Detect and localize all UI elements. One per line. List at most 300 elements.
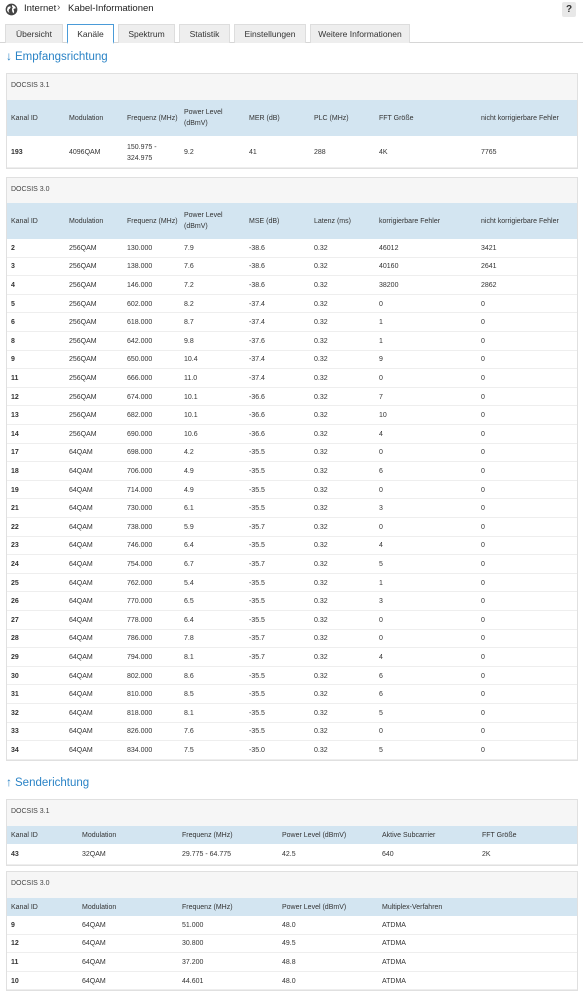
table-cell: 0 — [481, 319, 485, 327]
table-cell: 40160 — [379, 263, 399, 271]
table-cell: 64QAM — [69, 560, 93, 568]
downstream-docsis30-table — [6, 177, 578, 761]
table-cell: 786.000 — [127, 635, 153, 643]
table-cell: 0.32 — [314, 691, 328, 699]
table-row — [7, 916, 577, 935]
table-cell: -35.5 — [249, 579, 265, 587]
table-cell: 0 — [379, 728, 383, 736]
table-cell: 0 — [481, 598, 485, 606]
table-cell: 288 — [314, 148, 326, 156]
table-row — [7, 667, 577, 686]
table-cell: 64QAM — [69, 709, 93, 717]
table-cell: 0 — [481, 746, 485, 754]
table-cell: 0.32 — [314, 281, 328, 289]
table-row — [7, 406, 577, 425]
column-header: Kanal ID — [11, 831, 38, 839]
table-cell: 0.32 — [314, 449, 328, 457]
table-row — [7, 592, 577, 611]
table-cell: 826.000 — [127, 728, 153, 736]
table-cell: 810.000 — [127, 691, 153, 699]
upstream-docsis31-header-row — [7, 826, 577, 844]
table-cell: 674.000 — [127, 393, 153, 401]
table-cell: 0.32 — [314, 337, 328, 345]
table-cell: 4 — [379, 542, 383, 550]
column-header: Modulation — [69, 114, 104, 122]
table-cell: 682.000 — [127, 412, 153, 420]
table-row — [7, 388, 577, 407]
downstream-title — [6, 49, 108, 63]
table-cell: 29.775 - 64.775 — [182, 851, 232, 858]
table-cell: 0 — [481, 523, 485, 531]
table-cell: 64QAM — [69, 746, 93, 754]
table-cell: 0.32 — [314, 579, 328, 587]
table-cell: 5 — [11, 300, 15, 308]
table-cell: 2641 — [481, 263, 497, 271]
table-cell: 34 — [11, 746, 19, 754]
table-row — [7, 704, 577, 723]
table-row — [7, 935, 577, 954]
table-cell: 29 — [11, 653, 19, 661]
tab-einstellungen[interactable]: Einstellungen — [234, 24, 306, 43]
table-cell: 730.000 — [127, 505, 153, 513]
upstream-docsis30-label: DOCSIS 3.0 — [11, 880, 50, 887]
table-cell: 256QAM — [69, 356, 97, 364]
table-cell: 0.32 — [314, 319, 328, 327]
downstream-docsis31-label: DOCSIS 3.1 — [11, 82, 50, 89]
table-cell: 48.8 — [282, 958, 296, 966]
table-cell: 6 — [379, 672, 383, 680]
table-cell: 10.6 — [184, 430, 198, 438]
upstream-docsis30-table — [6, 871, 578, 991]
table-cell: 0.32 — [314, 505, 328, 513]
column-header: MER (dB) — [249, 114, 280, 122]
table-cell: 10.1 — [184, 412, 198, 420]
table-cell: 4.9 — [184, 486, 194, 494]
table-row — [7, 295, 577, 314]
table-cell: 42.5 — [282, 851, 296, 858]
table-cell: 21 — [11, 505, 19, 513]
table-row — [7, 276, 577, 295]
tab-kanaele[interactable]: Kanäle — [67, 24, 114, 44]
table-cell: 7.6 — [184, 263, 194, 271]
table-cell: 0 — [379, 635, 383, 643]
upstream-docsis30-header-row — [7, 898, 577, 916]
table-cell: 6 — [11, 319, 15, 327]
tab-spektrum[interactable]: Spektrum — [118, 24, 175, 43]
table-cell: 0 — [481, 337, 485, 345]
table-row — [7, 611, 577, 630]
table-cell: 754.000 — [127, 560, 153, 568]
globe-icon — [5, 3, 18, 16]
table-cell: 7765 — [481, 148, 497, 156]
downstream-docsis31-header-row — [7, 100, 577, 136]
table-cell: 0.32 — [314, 746, 328, 754]
table-cell: 256QAM — [69, 393, 97, 401]
table-cell: ATDMA — [382, 940, 406, 948]
table-cell: 746.000 — [127, 542, 153, 550]
table-cell: 618.000 — [127, 319, 153, 327]
table-cell: 10.1 — [184, 393, 198, 401]
table-cell: 5.9 — [184, 523, 194, 531]
table-cell: 0 — [481, 560, 485, 568]
table-row — [7, 723, 577, 742]
table-cell: 26 — [11, 598, 19, 606]
table-cell: 0.32 — [314, 300, 328, 308]
column-header: Power Level (dBmV) — [184, 109, 223, 127]
table-cell: 27 — [11, 616, 19, 624]
table-cell: 778.000 — [127, 616, 153, 624]
table-cell: 4 — [379, 653, 383, 661]
table-cell: -37.6 — [249, 337, 265, 345]
chevron-right-icon: › — [57, 2, 61, 13]
table-cell: 9.2 — [184, 148, 194, 156]
column-header: Power Level (dBmV) — [282, 831, 347, 839]
table-cell: 9 — [11, 356, 15, 364]
table-cell: -35.7 — [249, 635, 265, 643]
column-header: korrigierbare Fehler — [379, 217, 441, 225]
table-cell: -37.4 — [249, 319, 265, 327]
table-cell: 6 — [379, 467, 383, 475]
table-cell: 0 — [481, 709, 485, 717]
table-row — [7, 555, 577, 574]
column-header: Kanal ID — [11, 217, 38, 225]
upstream-docsis31-table — [6, 799, 578, 866]
table-cell: 256QAM — [69, 430, 97, 438]
table-cell: 602.000 — [127, 300, 153, 308]
table-cell: 14 — [11, 430, 19, 438]
table-cell: 834.000 — [127, 746, 153, 754]
table-cell: 12 — [11, 940, 19, 948]
top-bar — [0, 0, 583, 22]
table-cell: 0 — [481, 635, 485, 643]
table-cell: -37.4 — [249, 300, 265, 308]
table-cell: 256QAM — [69, 244, 97, 252]
column-header: nicht korrigierbare Fehler — [481, 114, 559, 122]
table-cell: 0.32 — [314, 523, 328, 531]
table-cell: -35.7 — [249, 653, 265, 661]
table-cell: 30 — [11, 672, 19, 680]
table-cell: 48.0 — [282, 977, 296, 985]
column-header: Kanal ID — [11, 114, 38, 122]
table-cell: 19 — [11, 486, 19, 494]
table-cell: -35.0 — [249, 746, 265, 754]
table-row — [7, 425, 577, 444]
table-cell: 0 — [481, 374, 485, 382]
table-cell: -35.5 — [249, 505, 265, 513]
table-cell: -38.6 — [249, 263, 265, 271]
table-row — [7, 332, 577, 351]
table-cell: 9.8 — [184, 337, 194, 345]
table-cell: 256QAM — [69, 263, 97, 271]
table-cell: 13 — [11, 412, 19, 420]
table-cell: 8.2 — [184, 300, 194, 308]
table-cell: 4K — [379, 148, 388, 156]
column-header: Modulation — [82, 831, 117, 839]
table-cell: 6.5 — [184, 598, 194, 606]
table-cell: 0 — [481, 505, 485, 513]
table-cell: 8.6 — [184, 672, 194, 680]
upstream-title-text: Senderichtung — [15, 777, 90, 789]
downstream-title-text: Empfangsrichtung — [15, 51, 108, 63]
column-header: Kanal ID — [11, 903, 38, 911]
table-cell: 4.9 — [184, 467, 194, 475]
column-header: Power Level (dBmV) — [184, 212, 223, 230]
table-cell: 0.32 — [314, 244, 328, 252]
table-cell: 0.32 — [314, 374, 328, 382]
table-row — [7, 648, 577, 667]
table-cell: 11.0 — [184, 374, 198, 382]
table-cell: 738.000 — [127, 523, 153, 531]
table-cell: -35.5 — [249, 449, 265, 457]
table-cell: 1 — [379, 319, 383, 327]
table-cell: 0 — [481, 393, 485, 401]
table-cell: 0.32 — [314, 467, 328, 475]
table-cell: 138.000 — [127, 263, 153, 271]
table-cell: 0 — [481, 467, 485, 475]
table-cell: 0 — [481, 728, 485, 736]
table-cell: 1 — [379, 337, 383, 345]
table-cell: 150.975 - 324.975 — [127, 144, 157, 162]
table-cell: 6.1 — [184, 505, 194, 513]
table-cell: 0 — [379, 374, 383, 382]
table-cell: 0 — [481, 430, 485, 438]
table-cell: 0 — [379, 616, 383, 624]
table-cell: 6 — [379, 691, 383, 699]
table-cell: 7 — [379, 393, 383, 401]
tab-bar — [0, 24, 583, 43]
upstream-title — [6, 775, 89, 789]
table-cell: 3 — [379, 505, 383, 513]
table-cell: 1 — [379, 579, 383, 587]
table-cell: 0 — [481, 449, 485, 457]
table-cell: 6.4 — [184, 616, 194, 624]
table-cell: 43 — [11, 851, 19, 858]
table-cell: 64QAM — [82, 940, 106, 948]
table-cell: 256QAM — [69, 412, 97, 420]
table-cell: 64QAM — [69, 542, 93, 550]
table-cell: 8.5 — [184, 691, 194, 699]
table-cell: 17 — [11, 449, 19, 457]
table-cell: -38.6 — [249, 244, 265, 252]
tab-weitere-informationen[interactable]: Weitere Informationen — [310, 24, 410, 43]
table-cell: 0 — [379, 300, 383, 308]
column-header: Frequenz (MHz) — [127, 217, 178, 225]
table-cell: 650.000 — [127, 356, 153, 364]
table-cell: 7.8 — [184, 635, 194, 643]
table-cell: ATDMA — [382, 958, 406, 966]
table-cell: 0.32 — [314, 486, 328, 494]
table-cell: 0.32 — [314, 672, 328, 680]
column-header: Latenz (ms) — [314, 217, 351, 225]
column-header: MSE (dB) — [249, 217, 280, 225]
table-cell: 0 — [481, 653, 485, 661]
table-cell: 32 — [11, 709, 19, 717]
table-cell: 64QAM — [69, 467, 93, 475]
table-cell: 4096QAM — [69, 148, 101, 156]
breadcrumb-current: Kabel-Informationen — [68, 3, 154, 14]
table-row — [7, 574, 577, 593]
table-cell: 0 — [379, 486, 383, 494]
table-cell: -37.4 — [249, 356, 265, 364]
help-button[interactable]: ? — [562, 2, 576, 17]
table-row — [7, 239, 577, 258]
table-cell: 8 — [11, 337, 15, 345]
table-cell: 714.000 — [127, 486, 153, 494]
table-row — [7, 953, 577, 972]
arrow-down-icon: ↓ — [6, 49, 12, 63]
table-cell: 7.9 — [184, 244, 194, 252]
table-cell: 0 — [379, 449, 383, 457]
table-cell: 12 — [11, 393, 19, 401]
table-cell: 818.000 — [127, 709, 153, 717]
table-cell: 24 — [11, 560, 19, 568]
table-cell: 51.000 — [182, 921, 204, 929]
table-cell: 0.32 — [314, 635, 328, 643]
arrow-up-icon: ↑ — [6, 775, 12, 789]
column-header: Aktive Subcarrier — [382, 831, 436, 839]
table-row — [7, 537, 577, 556]
table-cell: 0 — [481, 579, 485, 587]
table-cell: 64QAM — [69, 635, 93, 643]
breadcrumb-internet[interactable]: Internet — [24, 3, 57, 14]
table-cell: 762.000 — [127, 579, 153, 587]
table-cell: 10.4 — [184, 356, 198, 364]
table-cell: -35.5 — [249, 728, 265, 736]
table-cell: 64QAM — [69, 523, 93, 531]
table-cell: 0.32 — [314, 542, 328, 550]
table-cell: 0.32 — [314, 616, 328, 624]
table-cell: 0 — [481, 300, 485, 308]
table-cell: 256QAM — [69, 300, 97, 308]
table-cell: 22 — [11, 523, 19, 531]
table-cell: 640 — [382, 851, 394, 858]
table-cell: 48.0 — [282, 921, 296, 929]
table-cell: 8.1 — [184, 709, 194, 717]
table-row — [7, 462, 577, 481]
table-cell: 6.7 — [184, 560, 194, 568]
column-header: FFT Größe — [482, 831, 517, 839]
upstream-docsis31-label: DOCSIS 3.1 — [11, 808, 50, 815]
table-cell: 0.32 — [314, 356, 328, 364]
table-cell: -35.5 — [249, 691, 265, 699]
table-row — [7, 630, 577, 649]
table-cell: 41 — [249, 148, 257, 156]
column-header: Multiplex-Verfahren — [382, 903, 443, 911]
table-cell: ATDMA — [382, 977, 406, 985]
table-cell: 9 — [11, 921, 15, 929]
table-cell: 130.000 — [127, 244, 153, 252]
downstream-docsis31-table — [6, 73, 578, 169]
table-cell: 0.32 — [314, 560, 328, 568]
table-cell: 3421 — [481, 244, 497, 252]
table-cell: 5 — [379, 746, 383, 754]
table-cell: 38200 — [379, 281, 399, 289]
table-cell: 37.200 — [182, 958, 204, 966]
table-cell: 64QAM — [69, 691, 93, 699]
table-cell: 25 — [11, 579, 19, 587]
table-cell: -35.5 — [249, 542, 265, 550]
table-cell: 23 — [11, 542, 19, 550]
table-cell: 64QAM — [69, 672, 93, 680]
table-cell: 698.000 — [127, 449, 153, 457]
table-cell: 8.7 — [184, 319, 194, 327]
table-cell: 0.32 — [314, 412, 328, 420]
table-cell: 666.000 — [127, 374, 153, 382]
table-cell: 256QAM — [69, 319, 97, 327]
table-row — [7, 369, 577, 388]
column-header: Modulation — [82, 903, 117, 911]
table-row — [7, 685, 577, 704]
table-cell: 0 — [481, 616, 485, 624]
table-row — [7, 741, 577, 760]
table-cell: 0 — [481, 691, 485, 699]
table-row — [7, 313, 577, 332]
table-cell: 2 — [11, 244, 15, 252]
downstream-docsis30-label: DOCSIS 3.0 — [11, 185, 50, 193]
table-cell: 4.2 — [184, 449, 194, 457]
table-cell: 5 — [379, 709, 383, 717]
tab-uebersicht[interactable]: Übersicht — [5, 24, 63, 43]
table-cell: 256QAM — [69, 337, 97, 345]
column-header: Modulation — [69, 217, 104, 225]
table-cell: 64QAM — [82, 921, 106, 929]
table-cell: 64QAM — [69, 579, 93, 587]
table-cell: 802.000 — [127, 672, 153, 680]
table-cell: 706.000 — [127, 467, 153, 475]
table-row — [7, 258, 577, 277]
table-cell: 0.32 — [314, 728, 328, 736]
table-cell: 0.32 — [314, 598, 328, 606]
table-cell: -35.7 — [249, 560, 265, 568]
column-header: Power Level (dBmV) — [282, 903, 347, 911]
table-row — [7, 499, 577, 518]
table-cell: 64QAM — [69, 728, 93, 736]
table-cell: 4 — [11, 281, 15, 289]
table-cell: -36.6 — [249, 393, 265, 401]
table-cell: -38.6 — [249, 281, 265, 289]
table-row — [7, 481, 577, 500]
table-cell: 256QAM — [69, 374, 97, 382]
table-row — [7, 518, 577, 537]
table-cell: 64QAM — [69, 505, 93, 513]
table-cell: -36.6 — [249, 412, 265, 420]
table-cell: 0 — [481, 356, 485, 364]
table-cell: 33 — [11, 728, 19, 736]
table-cell: 0 — [481, 672, 485, 680]
column-header: FFT Größe — [379, 114, 414, 122]
column-header: Frequenz (MHz) — [182, 831, 233, 839]
table-cell: 31 — [11, 691, 19, 699]
table-cell: 10 — [379, 412, 387, 420]
table-cell: 5.4 — [184, 579, 194, 587]
table-cell: 44.601 — [182, 977, 204, 985]
table-cell: 690.000 — [127, 430, 153, 438]
table-cell: 5 — [379, 560, 383, 568]
table-cell: ATDMA — [382, 921, 406, 929]
table-cell: 10 — [11, 977, 19, 985]
table-cell: 0.32 — [314, 263, 328, 271]
table-cell: 18 — [11, 467, 19, 475]
column-header: Frequenz (MHz) — [127, 114, 178, 122]
table-cell: 9 — [379, 356, 383, 364]
table-row — [7, 972, 577, 991]
table-cell: -35.5 — [249, 709, 265, 717]
table-cell: 64QAM — [69, 653, 93, 661]
tab-statistik[interactable]: Statistik — [179, 24, 230, 43]
table-cell: 7.6 — [184, 728, 194, 736]
column-header: PLC (MHz) — [314, 114, 349, 122]
downstream-docsis30-header-row — [7, 203, 577, 239]
